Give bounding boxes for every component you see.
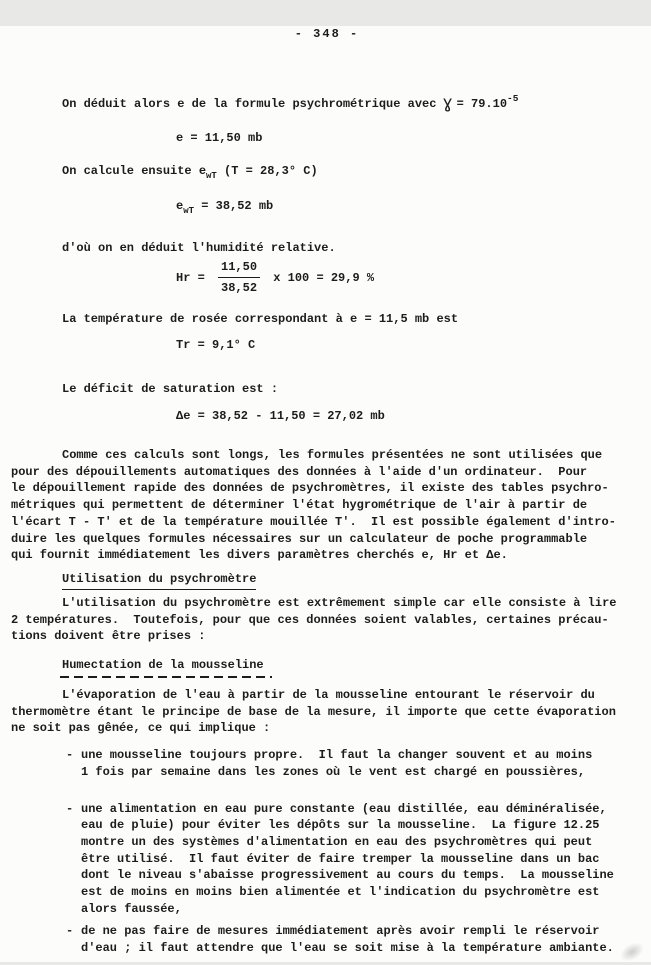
- equation-ewt: [11, 198, 643, 220]
- heading-utilisation: Utilisation du psychromètre: [62, 571, 256, 590]
- list-item: [66, 923, 643, 956]
- calc-ewt-pre: On calcule ensuite e: [62, 164, 207, 178]
- equation-e: e = 11,50 mb: [176, 131, 263, 145]
- calc-ewt-post: (T = 28,3° C): [216, 164, 318, 178]
- paragraph-line: métriques qui permettent de déterminer l'état hygrométrique de l'air à partir de: [11, 498, 588, 513]
- gamma-equation: = 79.10: [456, 97, 508, 111]
- paragraph-line: Comme ces calculs sont longs, les formules présentées ne sont utilisées que: [62, 448, 603, 462]
- bullet-line: de ne pas faire de mesures immédiatement après avoir rempli le réservoir: [81, 924, 600, 939]
- hr-rhs: x 100 = 29,9 %: [266, 270, 375, 285]
- subsection-heading-wrapper: [11, 657, 643, 678]
- bullet-line: être utilisé. Il faut éviter de faire tremper la mousseline dans un bac: [81, 851, 600, 866]
- bullet-dash: -: [66, 748, 74, 763]
- section-heading-wrapper: [11, 571, 643, 590]
- page-number: - 348 -: [294, 27, 360, 41]
- paragraph-line: 2 températures. Toutefois, pour que ces données soient valables, certaines précau-: [11, 612, 609, 627]
- paragraph-line: l'écart T - T' et de la température mouillée T'. Il est possible également d'intro-: [11, 514, 616, 529]
- bullet-dash: -: [66, 801, 74, 816]
- paragraph-line: L'utilisation du psychromètre est extrêmement simple car elle consiste à lire: [62, 595, 617, 610]
- equation-delta-e: Δe = 38,52 - 11,50 = 27,02 mb: [176, 409, 385, 423]
- fraction: [218, 259, 260, 297]
- gamma-exponent: -5: [507, 93, 519, 104]
- ewt-symbol: e: [176, 199, 184, 213]
- equation-hr: [11, 259, 643, 297]
- equation-tr: Tr = 9,1° C: [176, 338, 256, 352]
- paragraph-utilisation: [11, 595, 643, 645]
- bullet-line: est de moins en moins bien alimentée et l'indication du psychromètre est: [81, 885, 600, 900]
- ewt-subscript: wT: [206, 171, 217, 181]
- paragraph-line: duire les quelques formules nécessaires sur un calculateur de poche programmable: [11, 531, 588, 546]
- heading-humectation: Humectation de la mousseline: [62, 657, 264, 678]
- calc-ewt-line: [11, 163, 643, 185]
- ewt-subscript: wT: [183, 206, 195, 216]
- bullet-line: montre un des systèmes d'alimentation en eau des psychromètres qui peut: [81, 834, 593, 849]
- page-content: [0, 26, 651, 957]
- bullet-line: une alimentation en eau pure constante (eau distillée, eau déminéralisée,: [81, 801, 607, 816]
- paragraph-line: qui fournit immédiatement les divers paramètres cherchés e, Hr et Δe.: [11, 548, 508, 563]
- bullet-text: [81, 923, 614, 956]
- formula-intro-line: [11, 90, 643, 113]
- dewpoint-intro-line: La température de rosée correspondant à e = 11,5 mb est: [62, 312, 459, 326]
- paragraph-line: tions doivent être prises :: [11, 629, 206, 644]
- bullet-line: une mousseline toujours propre. Il faut la changer souvent et au moins: [81, 748, 593, 763]
- paragraph-line: ne soit pas gênée, ce qui implique :: [11, 721, 271, 736]
- bullet-text: [81, 747, 592, 780]
- bullet-line: dont le niveau s'abaisse progressivement au cours du temps. La mousseline: [81, 868, 614, 883]
- paragraph-line: L'évaporation de l'eau à partir de la mousseline entourant le réservoir du: [62, 688, 595, 703]
- fraction-numerator: 11,50: [218, 259, 260, 278]
- list-item: [66, 801, 643, 918]
- paragraph-line: thermomètre étant le principe de base de la mesure, il importe que cette évaporation: [11, 704, 616, 719]
- humidity-intro-line: d'où on en déduit l'humidité relative.: [62, 241, 336, 255]
- bullet-line: eau de pluie) pour éviter les dépôts sur la mousseline. La figure 12.25: [81, 818, 600, 833]
- paragraph-line: pour des dépouillements automatiques des données à l'aide d'un ordinateur. Pour: [11, 464, 588, 479]
- bullet-dash: -: [66, 924, 74, 939]
- paragraph-evaporation: [11, 687, 643, 737]
- paragraph-calculs: [11, 447, 643, 564]
- ewt-value: = 38,52 mb: [194, 199, 274, 213]
- formula-intro-text: On déduit alors e de la formule psychrométrique avec: [62, 97, 437, 111]
- list-item: [66, 747, 643, 780]
- fraction-denominator: 38,52: [221, 281, 258, 295]
- document-page: [0, 26, 651, 962]
- saturation-deficit-line: Le déficit de saturation est :: [62, 382, 279, 396]
- paragraph-line: le dépouillement rapide des données de psychromètres, il existe des tables psychro-: [11, 481, 609, 496]
- gamma-symbol: ɣ: [442, 93, 453, 113]
- bullet-line: alors faussée,: [81, 901, 182, 916]
- bullet-line: 1 fois par semaine dans les zones où le vent est chargé en poussières,: [81, 764, 586, 779]
- bullet-line: d'eau ; il faut attendre que l'eau se soit mise à la température ambiante.: [81, 941, 614, 956]
- hr-lhs: Hr =: [176, 270, 213, 285]
- bullet-text: [81, 801, 614, 918]
